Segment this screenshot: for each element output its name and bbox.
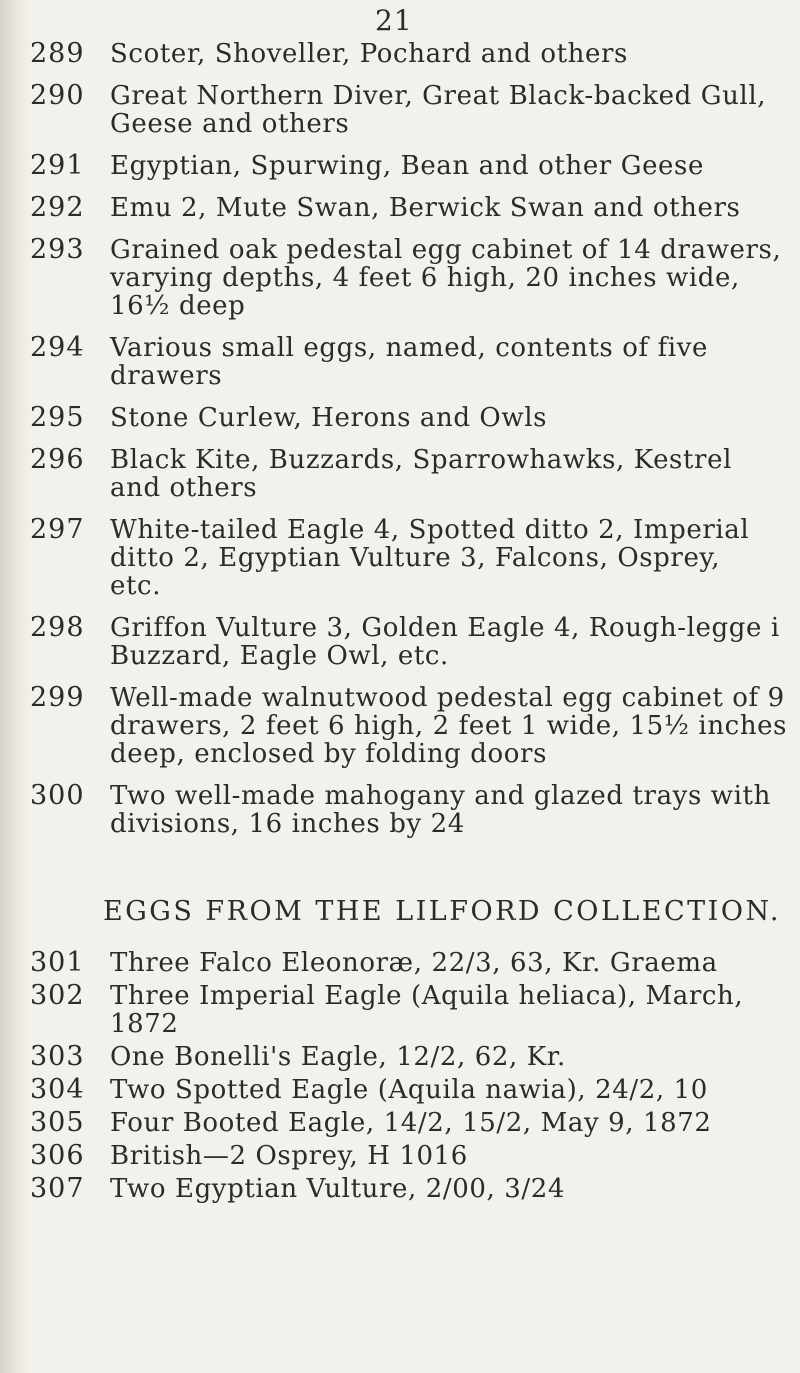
- lot-description: Various small eggs, named, contents of five drawers: [110, 333, 708, 391]
- lilford-lot-list: [22, 949, 792, 1208]
- lot-description: Egyptian, Spurwing, Bean and other Geese: [110, 151, 704, 181]
- lot-description: Four Booted Eagle, 14/2, 15/2, May 9, 1872: [110, 1108, 712, 1138]
- lot-entry: [22, 614, 792, 670]
- lot-entry: [22, 1076, 792, 1104]
- lot-number: 296: [30, 444, 85, 475]
- lot-number: 298: [30, 612, 85, 643]
- lot-number: 300: [30, 780, 85, 811]
- lot-number: 290: [30, 80, 85, 111]
- lot-description: Two Spotted Eagle (Aquila nawia), 24/2, 10: [110, 1075, 708, 1105]
- lot-entry: [22, 152, 792, 180]
- page-number: 21: [375, 4, 413, 37]
- lot-number: 297: [30, 514, 85, 545]
- lot-entry: [22, 1109, 792, 1137]
- lot-entry: [22, 1043, 792, 1071]
- lot-description: British—2 Osprey, H 1016: [110, 1141, 468, 1171]
- lot-entry: [22, 334, 792, 390]
- lot-entry: [22, 236, 792, 320]
- lot-entry: [22, 516, 792, 600]
- lot-number: 289: [30, 38, 85, 69]
- lot-description: Black Kite, Buzzards, Sparrowhawks, Kestrel and others: [110, 445, 732, 503]
- lot-description: White-tailed Eagle 4, Spotted ditto 2, Imperial ditto 2, Egyptian Vulture 3, Falcons, Osprey, etc.: [110, 515, 750, 601]
- lot-number: 306: [30, 1140, 85, 1171]
- lot-entry: [22, 446, 792, 502]
- section-heading: EGGS FROM THE LILFORD COLLECTION.: [103, 896, 781, 927]
- lot-entry: [22, 949, 792, 977]
- lot-number: 301: [30, 947, 85, 978]
- lot-entry: [22, 194, 792, 222]
- lot-number: 305: [30, 1107, 85, 1138]
- lot-number: 302: [30, 980, 85, 1011]
- lot-number: 304: [30, 1074, 85, 1105]
- lot-description: Grained oak pedestal egg cabinet of 14 drawers, varying depths, 4 feet 6 high, 20 inches wide, 16½ deep: [110, 235, 782, 321]
- lot-entry: [22, 82, 792, 138]
- lot-entry: [22, 782, 792, 838]
- lot-entry: [22, 404, 792, 432]
- lot-description: Stone Curlew, Herons and Owls: [110, 403, 548, 433]
- lot-description: Great Northern Diver, Great Black-backed Gull, Geese and others: [110, 81, 767, 139]
- lot-number: 295: [30, 402, 85, 433]
- lot-entry: [22, 1142, 792, 1170]
- lot-description: Two well-made mahogany and glazed trays with divisions, 16 inches by 24: [110, 781, 771, 839]
- lot-description: Scoter, Shoveller, Pochard and others: [110, 39, 628, 69]
- lot-number: 307: [30, 1173, 85, 1204]
- lot-entry: [22, 1175, 792, 1203]
- lot-number: 294: [30, 332, 85, 363]
- lot-list: [22, 40, 792, 852]
- lot-number: 293: [30, 234, 85, 265]
- lot-description: Two Egyptian Vulture, 2/00, 3/24: [110, 1174, 566, 1204]
- lot-description: Three Imperial Eagle (Aquila heliaca), March, 1872: [110, 981, 744, 1039]
- lot-description: Three Falco Eleonoræ, 22/3, 63, Kr. Graema: [110, 948, 718, 978]
- lot-number: 299: [30, 682, 85, 713]
- lot-description: Griffon Vulture 3, Golden Eagle 4, Rough-legge i Buzzard, Eagle Owl, etc.: [110, 613, 780, 671]
- lot-number: 291: [30, 150, 85, 181]
- lot-description: Well-made walnutwood pedestal egg cabinet of 9 drawers, 2 feet 6 high, 2 feet 1 wide, 15½ inches deep, enclosed by folding doors: [110, 683, 788, 769]
- lot-description: One Bonelli's Eagle, 12/2, 62, Kr.: [110, 1042, 566, 1072]
- lot-description: Emu 2, Mute Swan, Berwick Swan and others: [110, 193, 741, 223]
- lot-number: 303: [30, 1041, 85, 1072]
- lot-entry: [22, 40, 792, 68]
- lot-entry: [22, 982, 792, 1038]
- lot-entry: [22, 684, 792, 768]
- lot-number: 292: [30, 192, 85, 223]
